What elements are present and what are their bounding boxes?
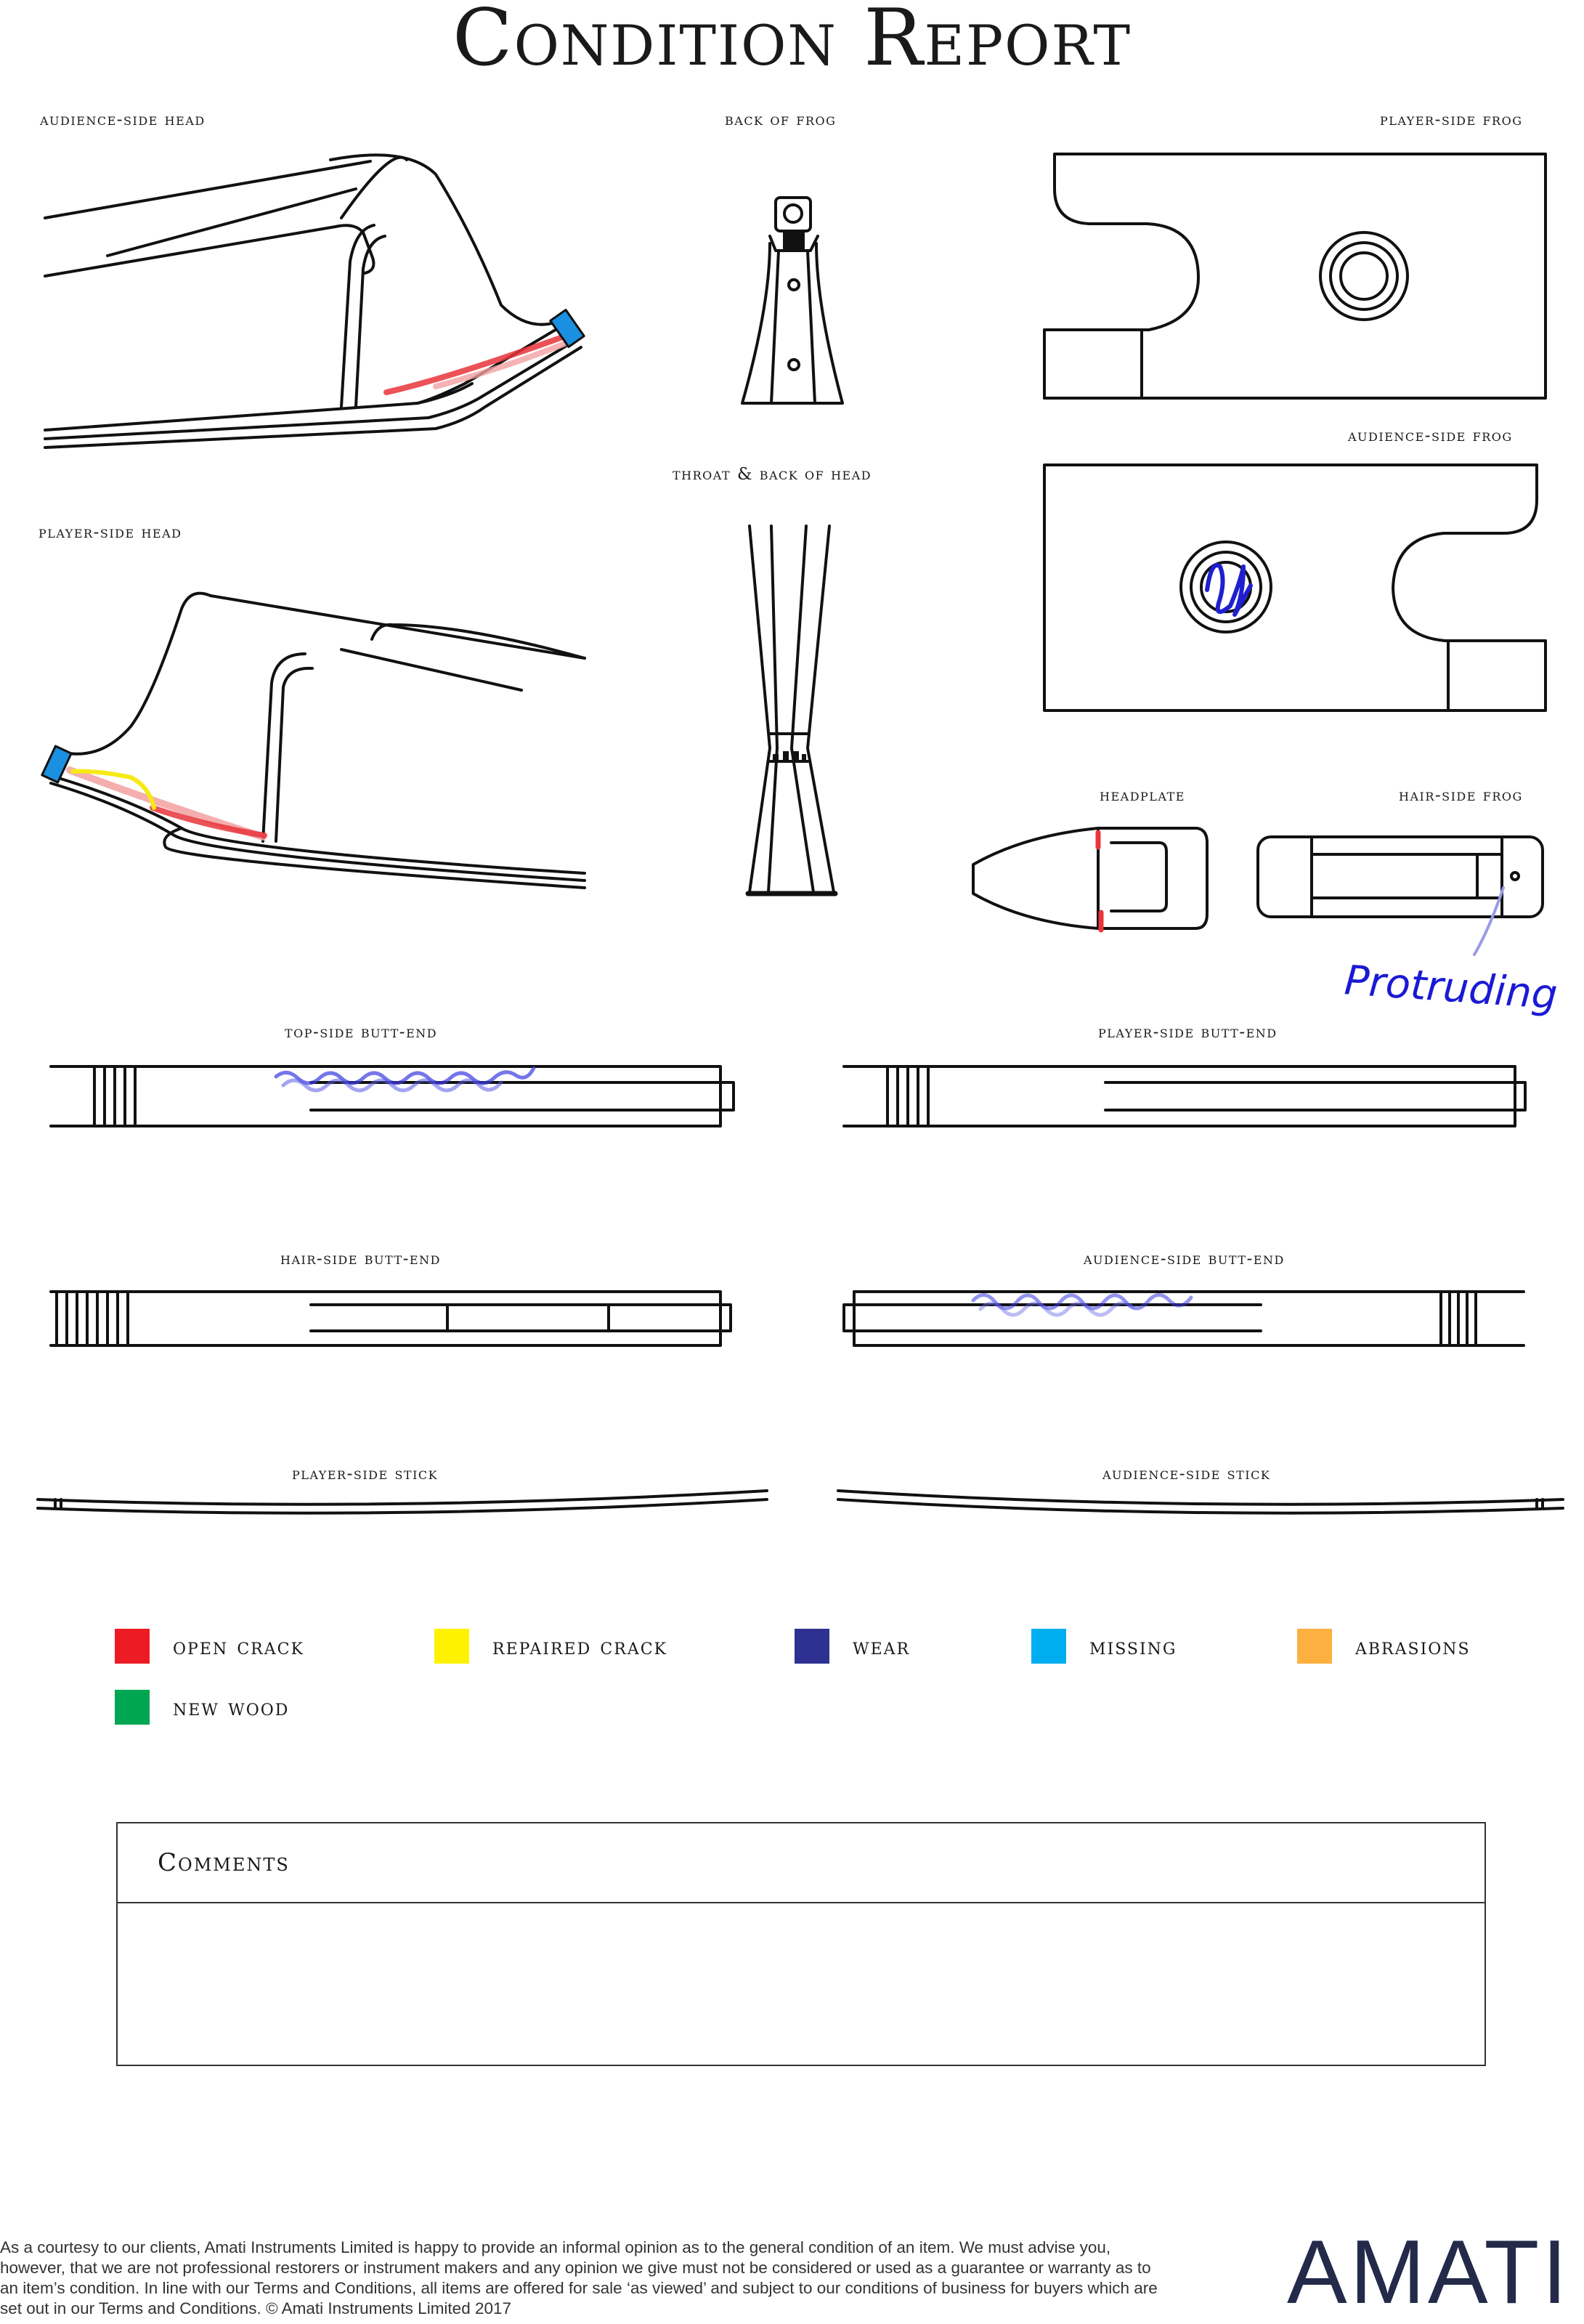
label-audience-side-head: audience-side head <box>40 110 206 129</box>
legend-swatch <box>795 1629 829 1664</box>
comments-box <box>116 1822 1486 2066</box>
wear-mark <box>973 1295 1191 1308</box>
player-side-butt-end-drawing <box>844 1066 1525 1126</box>
throat-back-of-head-drawing <box>748 526 835 894</box>
player-side-stick-drawing <box>38 1491 767 1513</box>
label-player-side-stick: player-side stick <box>292 1465 439 1483</box>
brand-logo: AMATI <box>1287 2222 1570 2323</box>
label-headplate: headplate <box>1100 786 1185 805</box>
legend-missing: missing <box>1031 1629 1177 1664</box>
legend-swatch <box>115 1690 150 1725</box>
headplate-drawing <box>973 828 1207 928</box>
comments-header <box>118 1823 1485 1903</box>
missing-mark <box>42 746 71 782</box>
legend-wear: wear <box>795 1629 910 1664</box>
page-title: Condition Report <box>452 0 1132 84</box>
label-throat-back-of-head: throat & back of head <box>673 465 872 484</box>
label-player-side-frog: player-side frog <box>1380 110 1523 129</box>
top-side-butt-end-drawing <box>51 1066 734 1126</box>
label-audience-side-stick: audience-side stick <box>1102 1465 1271 1483</box>
legend-swatch <box>115 1629 150 1664</box>
legend-abrasions: abrasions <box>1297 1629 1471 1664</box>
comments-title: Comments <box>158 1848 290 1877</box>
disclaimer-text: As a courtesy to our clients, Amati Instruments Limited is happy to provide an informal opinion as to the general condition of an item. We must advise you, however, that we are not professional restorers or instrument makers and any opinion we give must not be considered or used as a guarantee or warranty as to an item’s condition. In line with our Terms and Conditions, all items are offered for sale ‘as viewed’ and subject to our conditions of business for buyers which are set out in our Terms and Conditions. © Amati Instruments Limited 2017 <box>0 2238 1158 2317</box>
label-hair-side-frog: hair-side frog <box>1399 786 1523 805</box>
legend-open-crack: open crack <box>115 1629 304 1664</box>
handwritten-note: Protruding <box>1343 957 1559 1019</box>
hair-side-butt-end-drawing <box>51 1292 731 1345</box>
player-side-frog-drawing <box>1044 154 1546 398</box>
label-audience-side-butt-end: audience-side butt-end <box>1084 1250 1285 1268</box>
label-player-side-head: player-side head <box>38 523 182 542</box>
legend-swatch <box>434 1629 469 1664</box>
audience-side-butt-end-drawing <box>844 1292 1524 1345</box>
audience-side-frog-drawing <box>1044 465 1546 710</box>
hair-side-frog-drawing <box>1258 837 1543 917</box>
legend-swatch <box>1297 1629 1332 1664</box>
label-hair-side-butt-end: hair-side butt-end <box>280 1250 441 1268</box>
legend-new-wood: new wood <box>115 1690 289 1725</box>
legend-swatch <box>1031 1629 1066 1664</box>
legend-repaired-crack: repaired crack <box>434 1629 667 1664</box>
player-side-head-drawing <box>46 594 585 888</box>
audience-side-stick-drawing <box>838 1491 1563 1513</box>
label-top-side-butt-end: top-side butt-end <box>285 1023 438 1042</box>
audience-side-head-drawing <box>45 155 581 448</box>
comments-body[interactable] <box>118 1903 1485 2065</box>
open-crack-mark <box>386 336 566 392</box>
label-audience-side-frog: audience-side frog <box>1348 426 1513 445</box>
label-back-of-frog: back of frog <box>725 110 837 129</box>
back-of-frog-drawing <box>742 198 842 403</box>
wear-mark <box>276 1068 534 1083</box>
label-player-side-butt-end: player-side butt-end <box>1098 1023 1278 1042</box>
